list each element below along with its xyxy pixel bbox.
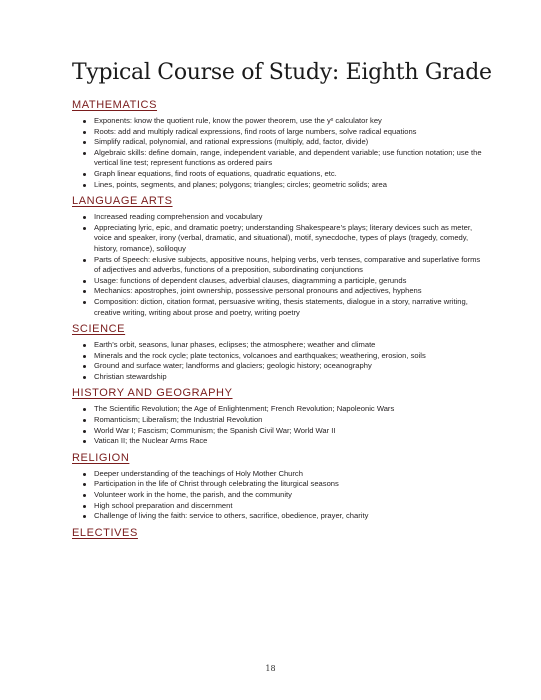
page-number: 18: [265, 664, 276, 673]
list-item: [94, 169, 482, 180]
list-item-text: Lines, points, segments, and planes; polygons; triangles; circles; geometric solids; area: [94, 179, 387, 189]
bullet-icon: [83, 173, 86, 176]
bullet-list: [72, 116, 482, 190]
bullet-icon: [83, 355, 86, 358]
section-language-arts: [72, 195, 482, 318]
list-item-text: Volunteer work in the home, the parish, and the community: [94, 490, 292, 500]
list-item-text: Christian stewardship: [94, 371, 167, 381]
bullet-icon: [83, 152, 86, 155]
section-heading: SCIENCE: [72, 323, 126, 336]
bullet-icon: [83, 290, 86, 293]
bullet-icon: [83, 494, 86, 497]
list-item-text: Ground and surface water; landforms and glaciers; geologic history; oceanography: [94, 361, 372, 371]
list-item-text: Algebraic skills: define domain, range, independent variable, and dependent variable; use function notation; use the vertical line test; represent functions as ordered pairs: [94, 147, 482, 168]
bullet-icon: [83, 120, 86, 123]
list-item: [94, 372, 482, 383]
list-item: [94, 501, 482, 512]
bullet-icon: [83, 483, 86, 486]
bullet-icon: [83, 515, 86, 518]
list-item: [94, 212, 482, 223]
bullet-icon: [83, 365, 86, 368]
list-item-text: Romanticism; Liberalism; the Industrial Revolution: [94, 415, 263, 425]
page-title: Typical Course of Study: Eighth Grade: [72, 60, 492, 85]
bullet-icon: [83, 280, 86, 283]
list-item: [94, 469, 482, 480]
list-item-text: High school preparation and discernment: [94, 500, 233, 510]
bullet-icon: [83, 141, 86, 144]
list-item: [94, 137, 482, 148]
list-item-text: Parts of Speech: elusive subjects, appositive nouns, helping verbs, verb tenses, comparative and superlative forms of adjectives and adverbs, functions of a preposition, subordinating conjunctions: [94, 254, 481, 275]
bullet-list: [72, 404, 482, 446]
list-item-text: Increased reading comprehension and vocabulary: [94, 212, 263, 222]
list-item-text: Graph linear equations, find roots of equations, quadratic equations, etc.: [94, 168, 337, 178]
bullet-list: [72, 469, 482, 522]
list-item-text: Earth’s orbit, seasons, lunar phases, eclipses; the atmosphere; weather and climate: [94, 340, 376, 350]
section-heading: ELECTIVES: [72, 526, 138, 539]
section-religion: [72, 452, 482, 522]
bullet-icon: [83, 408, 86, 411]
list-item: [94, 415, 482, 426]
list-item-text: Roots: add and multiply radical expressions, find roots of large numbers, solve radical equations: [94, 126, 417, 136]
list-item-text: The Scientific Revolution; the Age of Enlightenment; French Revolution; Napoleonic Wars: [94, 404, 395, 414]
list-item-text: Participation in the life of Christ through celebrating the liturgical seasons: [94, 479, 339, 489]
course-sections: [72, 99, 482, 545]
list-item: [94, 479, 482, 490]
bullet-icon: [83, 430, 86, 433]
section-heading: RELIGION: [72, 451, 130, 464]
list-item: [94, 297, 482, 318]
list-item: [94, 490, 482, 501]
bullet-list: [72, 340, 482, 382]
section-heading: MATHEMATICS: [72, 99, 158, 111]
list-item: [94, 404, 482, 415]
list-item-text: Minerals and the rock cycle; plate tectonics, volcanoes and earthquakes; weathering, erosion, soils: [94, 350, 426, 360]
list-item-text: Deeper understanding of the teachings of Holy Mother Church: [94, 468, 303, 478]
section-history-and-geography: [72, 387, 482, 446]
bullet-icon: [83, 376, 86, 379]
bullet-icon: [83, 216, 86, 219]
list-item: [94, 180, 482, 191]
bullet-icon: [83, 131, 86, 134]
section-electives: [72, 527, 482, 540]
section-science: [72, 323, 482, 382]
bullet-icon: [83, 259, 86, 262]
section-heading: HISTORY AND GEOGRAPHY: [72, 387, 233, 400]
bullet-list: [72, 212, 482, 318]
list-item: [94, 255, 482, 276]
list-item: [94, 116, 482, 127]
list-item: [94, 127, 482, 138]
list-item: [94, 426, 482, 437]
bullet-icon: [83, 473, 86, 476]
section-mathematics: [72, 99, 482, 190]
bullet-icon: [83, 227, 86, 230]
bullet-icon: [83, 440, 86, 443]
list-item-text: Composition: diction, citation format, persuasive writing, thesis statements, dialogue in a story, narrative writing, creative writing, writing about prose and poetry, writing poetry: [94, 296, 468, 317]
list-item: [94, 436, 482, 447]
list-item: [94, 511, 482, 522]
list-item: [94, 223, 482, 255]
list-item: [94, 351, 482, 362]
list-item: [94, 148, 482, 169]
bullet-icon: [83, 505, 86, 508]
list-item: [94, 361, 482, 372]
bullet-icon: [83, 344, 86, 347]
list-item-text: Simplify radical, polynomial, and rational expressions (multiply, add, factor, divide): [94, 137, 369, 147]
list-item-text: Mechanics: apostrophes, joint ownership, possessive personal pronouns and adjectives, hyphens: [94, 286, 422, 296]
list-item-text: Exponents: know the quotient rule, know the power theorem, use the yˣ calculator key: [94, 116, 382, 125]
bullet-icon: [83, 184, 86, 187]
list-item: [94, 276, 482, 287]
list-item: [94, 340, 482, 351]
list-item: [94, 286, 482, 297]
list-item-text: Challenge of living the faith: service to others, sacrifice, obedience, prayer, charity: [94, 511, 369, 521]
bullet-icon: [83, 301, 86, 304]
list-item-text: Appreciating lyric, epic, and dramatic poetry; understanding Shakespeare’s plays; literary devices such as meter, voice and speaker, irony (verbal, dramatic, and situational), motif, synecdoche, types of plays (tragedy, comedy, history, romance), soliloquy: [94, 222, 473, 253]
list-item-text: World War I; Fascism; Communism; the Spanish Civil War; World War II: [94, 425, 336, 435]
bullet-icon: [83, 419, 86, 422]
list-item-text: Vatican II; the Nuclear Arms Race: [94, 436, 208, 446]
section-heading: LANGUAGE ARTS: [72, 195, 173, 208]
list-item-text: Usage: functions of dependent clauses, adverbial clauses, diagramming a participle, gerunds: [94, 275, 407, 285]
